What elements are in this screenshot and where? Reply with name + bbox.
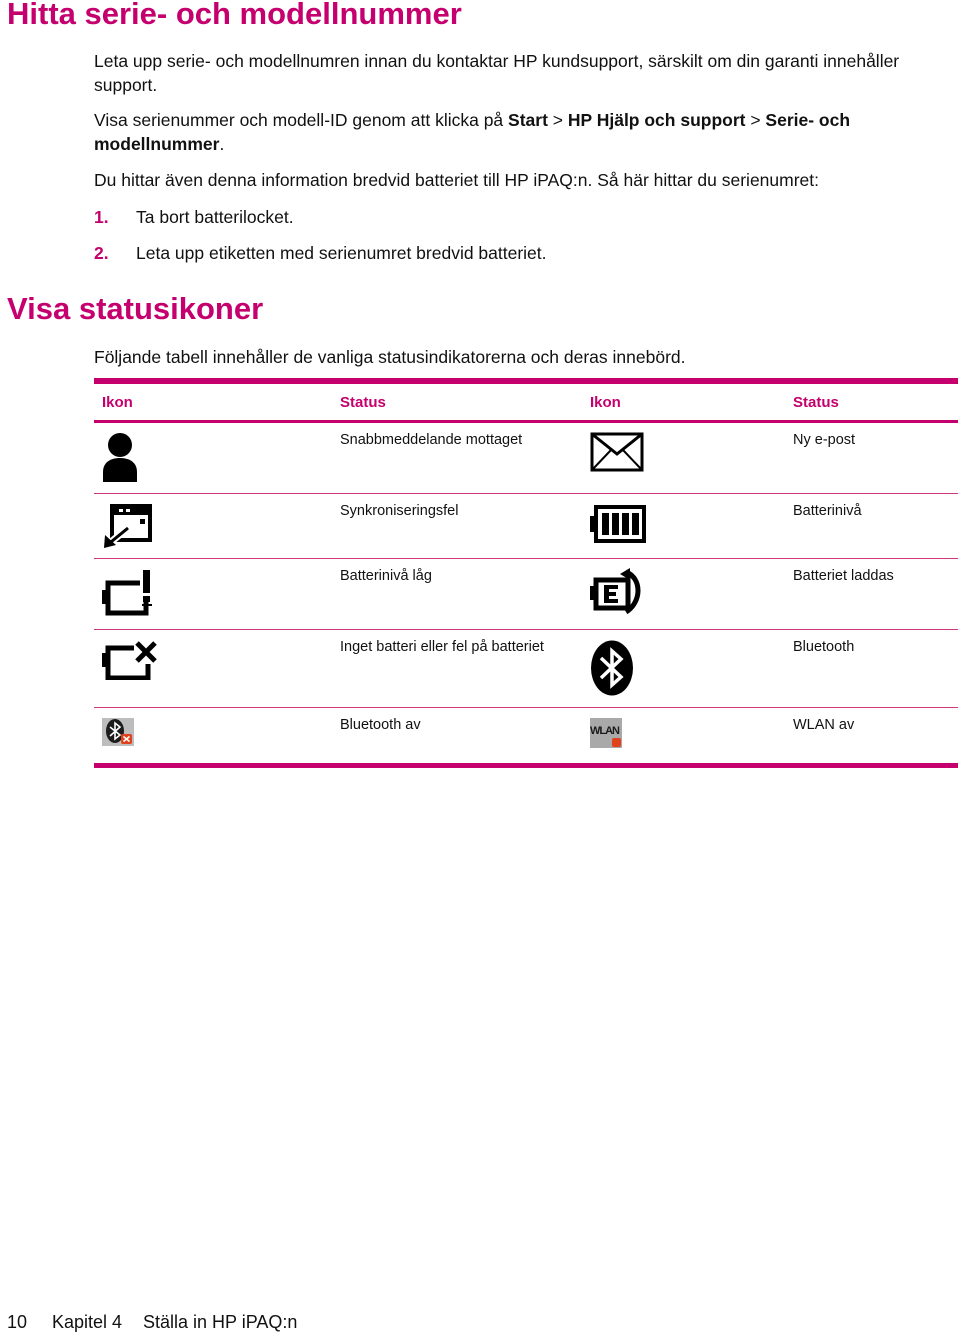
envelope-icon [590,432,644,477]
status-text: Synkroniseringsfel [340,503,459,519]
battery-level-icon [590,504,646,549]
separator: > [745,110,766,130]
status-text: Snabbmeddelande mottaget [340,432,523,448]
section-heading: Visa statusikoner [7,291,264,326]
status-text: Batterinivå låg [340,568,432,584]
row-divider [94,493,958,494]
separator: > [547,110,568,130]
period: . [219,134,225,154]
step-number: 2. [94,243,109,263]
intro-paragraph: Leta upp serie- och modellnumren innan du kontaktar HP kundsupport, särskilt om din garanti innehåller support. [94,51,900,95]
row-divider [94,629,958,630]
bluetooth-off-icon [102,718,134,751]
column-header-icon: Ikon [590,394,621,411]
column-header-icon: Ikon [102,394,133,411]
table-top-rule [94,378,958,384]
battery-charging-icon [590,568,644,623]
table-intro: Följande tabell innehåller de vanliga statusindikatorerna och deras innebörd. [94,347,686,367]
step-text: Ta bort batterilocket. [136,207,294,227]
status-text: Batteriet laddas [793,568,894,584]
status-text: Ny e-post [793,432,856,448]
serial-model-ref: Serie- och modellnummer [94,110,851,154]
row-divider [94,558,958,559]
status-text: Bluetooth av [340,717,421,733]
battery-low-icon [102,570,154,625]
wlan-off-icon [590,718,622,748]
instr-text: Visa serienummer och modell-ID genom att klicka på [94,110,509,130]
wlan-off-badge [612,738,621,747]
row-divider [94,707,958,708]
help-support-ref: HP Hjälp och support [567,110,746,130]
status-text: Bluetooth [793,639,855,655]
wlan-icon-label: WLAN [590,725,619,737]
sync-error-icon [102,502,154,553]
status-text: Batterinivå [793,503,862,519]
footer-chapter: Kapitel 4 [52,1312,123,1332]
step-number: 1. [94,207,109,227]
serial-instructions [94,108,960,156]
battery-error-icon [102,640,158,685]
status-text: WLAN av [793,717,855,733]
bluetooth-icon [590,640,634,701]
start-menu-ref: Start [508,110,548,130]
column-header-status: Status [340,394,386,411]
step-text: Leta upp etiketten med serienumret bredvid batteriet. [136,243,547,263]
footer-title: Ställa in HP iPAQ:n [143,1312,298,1332]
table-bottom-rule [94,763,958,768]
status-text: Inget batteri eller fel på batteriet [340,639,544,655]
person-icon [102,432,138,487]
column-header-status: Status [793,394,839,411]
battery-info-paragraph: Du hittar även denna information bredvid batteriet till HP iPAQ:n. Så här hittar du serienumret: [94,170,820,190]
page-heading: Hitta serie- och modellnummer [7,0,462,31]
table-header-rule [94,420,958,423]
page-number: 10 [7,1312,28,1332]
